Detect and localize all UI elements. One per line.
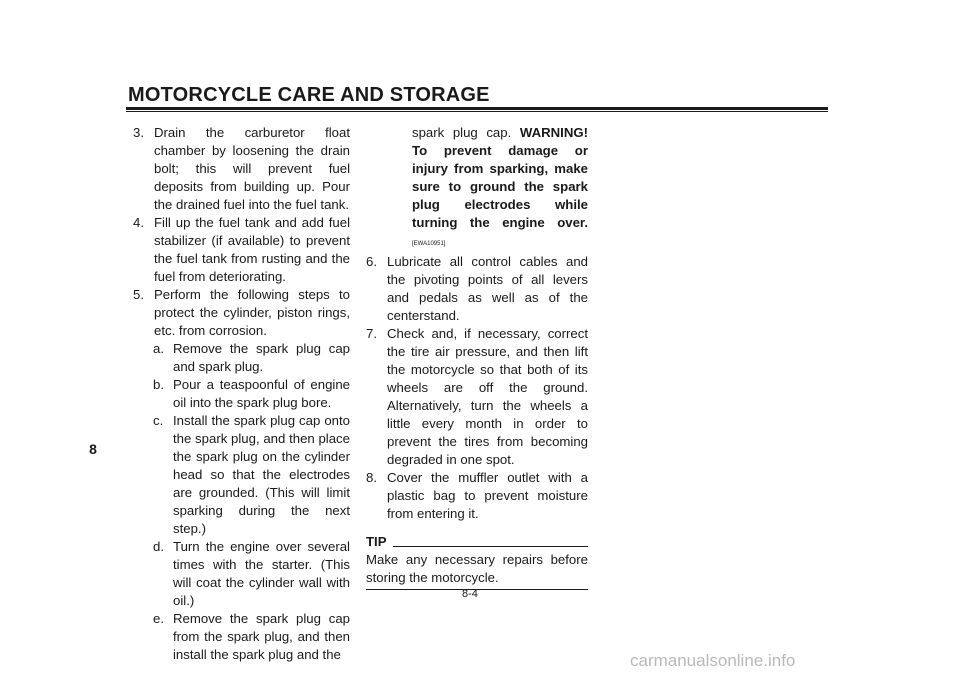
left-column: [133, 124, 350, 664]
header-rule-thin: [126, 111, 828, 112]
warning-code: [EWA10951]: [412, 241, 446, 247]
warning-text: WARNING! To prevent damage or injury from sparking, make sure to ground the spark plug electrodes while turning the engine over.: [412, 125, 588, 230]
tip-rule: [393, 546, 588, 547]
sub-list-item: e. Remove the spark plug cap from the spark plug, and then install the spark plug and the: [153, 611, 350, 662]
tip-header: [366, 533, 588, 551]
list-item: 5. Perform the following steps to protect the cylinder, piston rings, etc. from corrosion.: [133, 287, 350, 338]
chapter-number: 8: [89, 441, 97, 457]
sub-list-item: c. Install the spark plug cap onto the spark plug, and then place the spark plug on the cylinder head so that the electrodes are grounded. (This will limit sparking during the next step.): [153, 413, 350, 536]
list-item: 4. Fill up the fuel tank and add fuel stabilizer (if available) to prevent the fuel tank from rusting and the fuel from deteriorating.: [133, 215, 350, 284]
sub-list-item: a. Remove the spark plug cap and spark plug.: [153, 341, 350, 374]
list-item: 3. Drain the carburetor float chamber by loosening the drain bolt; this will prevent fuel deposits from building up. Pour the drained fuel into the fuel tank.: [133, 125, 350, 212]
header-rule-thick: [126, 107, 828, 110]
list-item: 6. Lubricate all control cables and the pivoting points of all levers and pedals as well as of the centerstand.: [366, 254, 588, 323]
tip-label: TIP: [366, 534, 387, 549]
page-number: 8-4: [462, 588, 478, 600]
continued-step: spark plug cap. WARNING! To prevent damage or injury from sparking, make sure to ground the spark plug electrodes while turning the engine over.[EWA10951]: [412, 125, 588, 247]
list-item: 8. Cover the muffler outlet with a plastic bag to prevent moisture from entering it.: [366, 470, 588, 521]
right-column: [366, 124, 588, 590]
watermark: carmanualsonline.info: [630, 651, 796, 670]
tip-text: Make any necessary repairs before storing the motorcycle.: [366, 551, 588, 590]
sub-list-item: d. Turn the engine over several times with the starter. (This will coat the cylinder wall with oil.): [153, 539, 350, 608]
page-title: MOTORCYCLE CARE AND STORAGE: [128, 84, 490, 106]
sub-list-item: b. Pour a teaspoonful of engine oil into the spark plug bore.: [153, 377, 350, 410]
list-item: 7. Check and, if necessary, correct the tire air pressure, and then lift the motorcycle so that both of its wheels are off the ground. Alternatively, turn the wheels a little every month in order to prevent the tires from becoming degraded in one spot.: [366, 326, 588, 467]
chapter-tab: [73, 0, 113, 679]
